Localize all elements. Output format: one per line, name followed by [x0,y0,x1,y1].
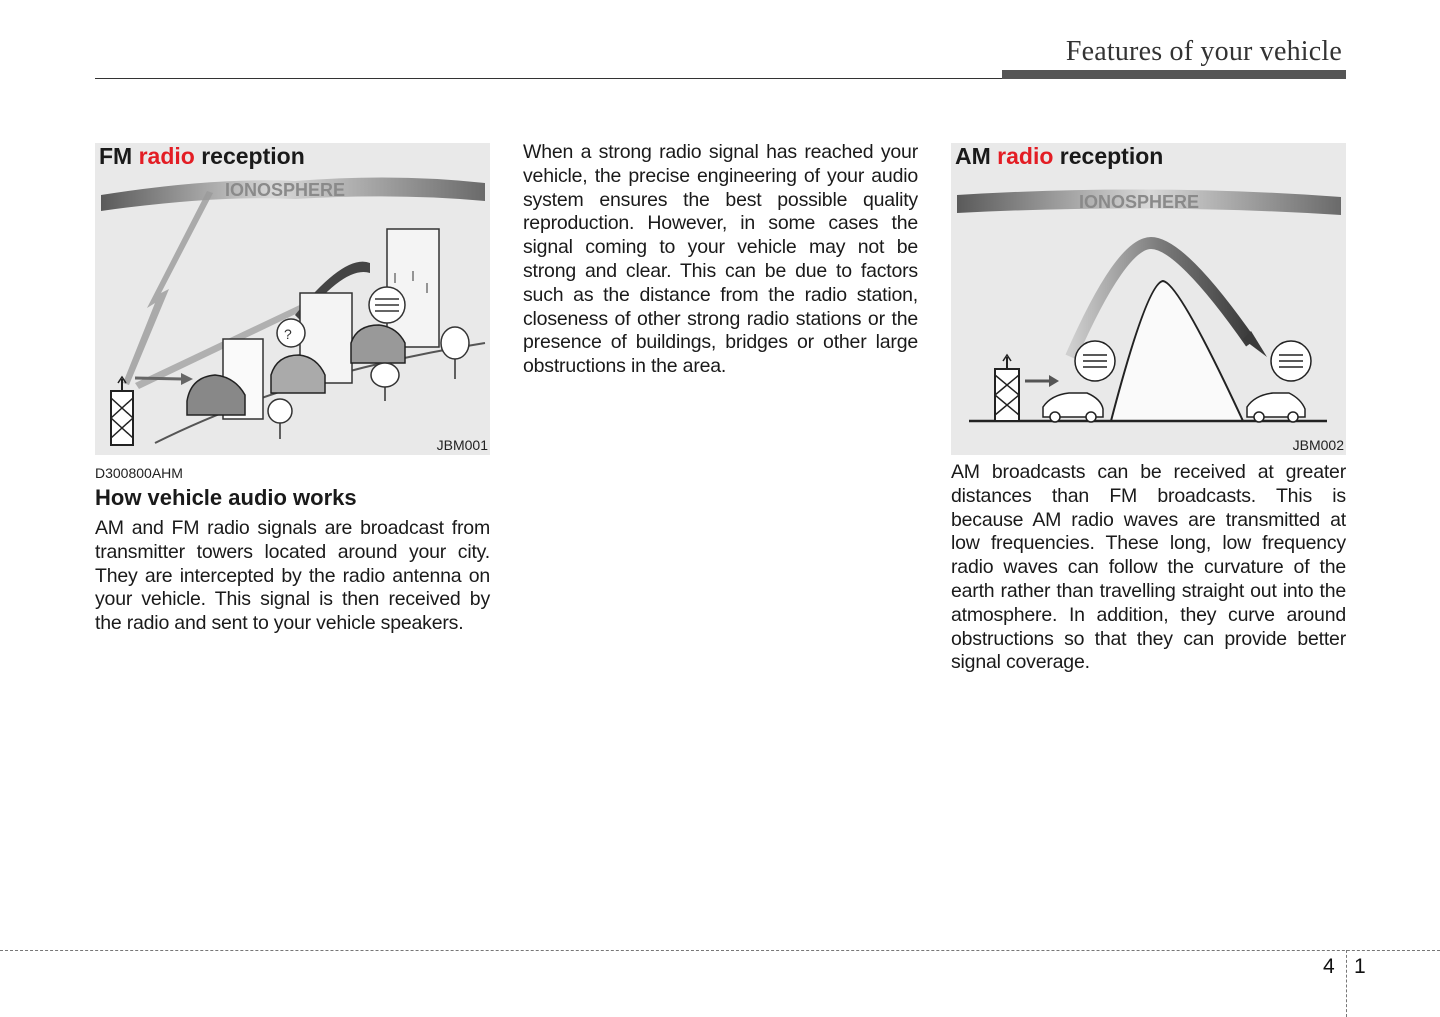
transmitter-tower-icon [111,377,133,445]
right-column [951,143,1346,675]
page-header-title: Features of your vehicle [1065,36,1342,67]
fm-title-accent: radio [138,143,195,169]
footer-dashed-rule [0,950,1440,951]
section-heading: How vehicle audio works [95,485,357,510]
page-number: 1 [1354,955,1366,978]
am-figure-title: AM radio reception [955,143,1164,169]
am-paragraph: AM broadcasts can be received at greater distances than FM broadcasts. This is because AM radio waves are transmitted at low frequencies. These long, low frequency radio waves can follow the curvature of the earth rather than travelling straight out into the atmosphere. In addition, they curve around obstructions so that they can provide better signal coverage. [951,461,1346,674]
svg-text:?: ? [284,326,292,342]
am-figure-code: JBM002 [1292,437,1344,453]
arrow-to-car [135,378,183,379]
header-accent-bar [1002,70,1346,79]
am-title-accent: radio [997,143,1054,169]
ionosphere-label: IONOSPHERE [225,180,346,200]
section-code: D300800AHM [95,465,183,481]
fm-reception-figure [95,143,490,455]
left-column [95,143,490,636]
ionosphere-label: IONOSPHERE [1079,192,1200,212]
middle-paragraph: When a strong radio signal has reached your vehicle, the precise engineering of your audio system ensures the best possible quality reproduction. However, in some cases the signal coming to your vehicle may not be strong and clear. This can be due to factors such as the distance from the radio station, closeness of other strong radio stations or the presence of buildings, bridges or other large obstructions in the area. [523,141,918,378]
section-paragraph: AM and FM radio signals are broadcast from transmitter towers located around your city. They are intercepted by the radio antenna on your vehicle. This signal is then received by the radio and sent to your vehicle speakers. [95,517,490,635]
am-reception-illustration [951,143,1346,455]
fm-figure-title: FM radio reception [99,143,305,169]
buildings-icon [223,229,439,419]
header-rule [95,78,1003,79]
footer-vertical-dash [1346,950,1347,1017]
fm-reception-illustration [95,143,490,455]
middle-column [523,141,918,379]
am-reception-figure [951,143,1346,455]
page-chapter-number: 4 [1323,955,1335,978]
transmitter-tower-icon [995,355,1019,421]
fm-figure-code: JBM001 [436,437,488,453]
